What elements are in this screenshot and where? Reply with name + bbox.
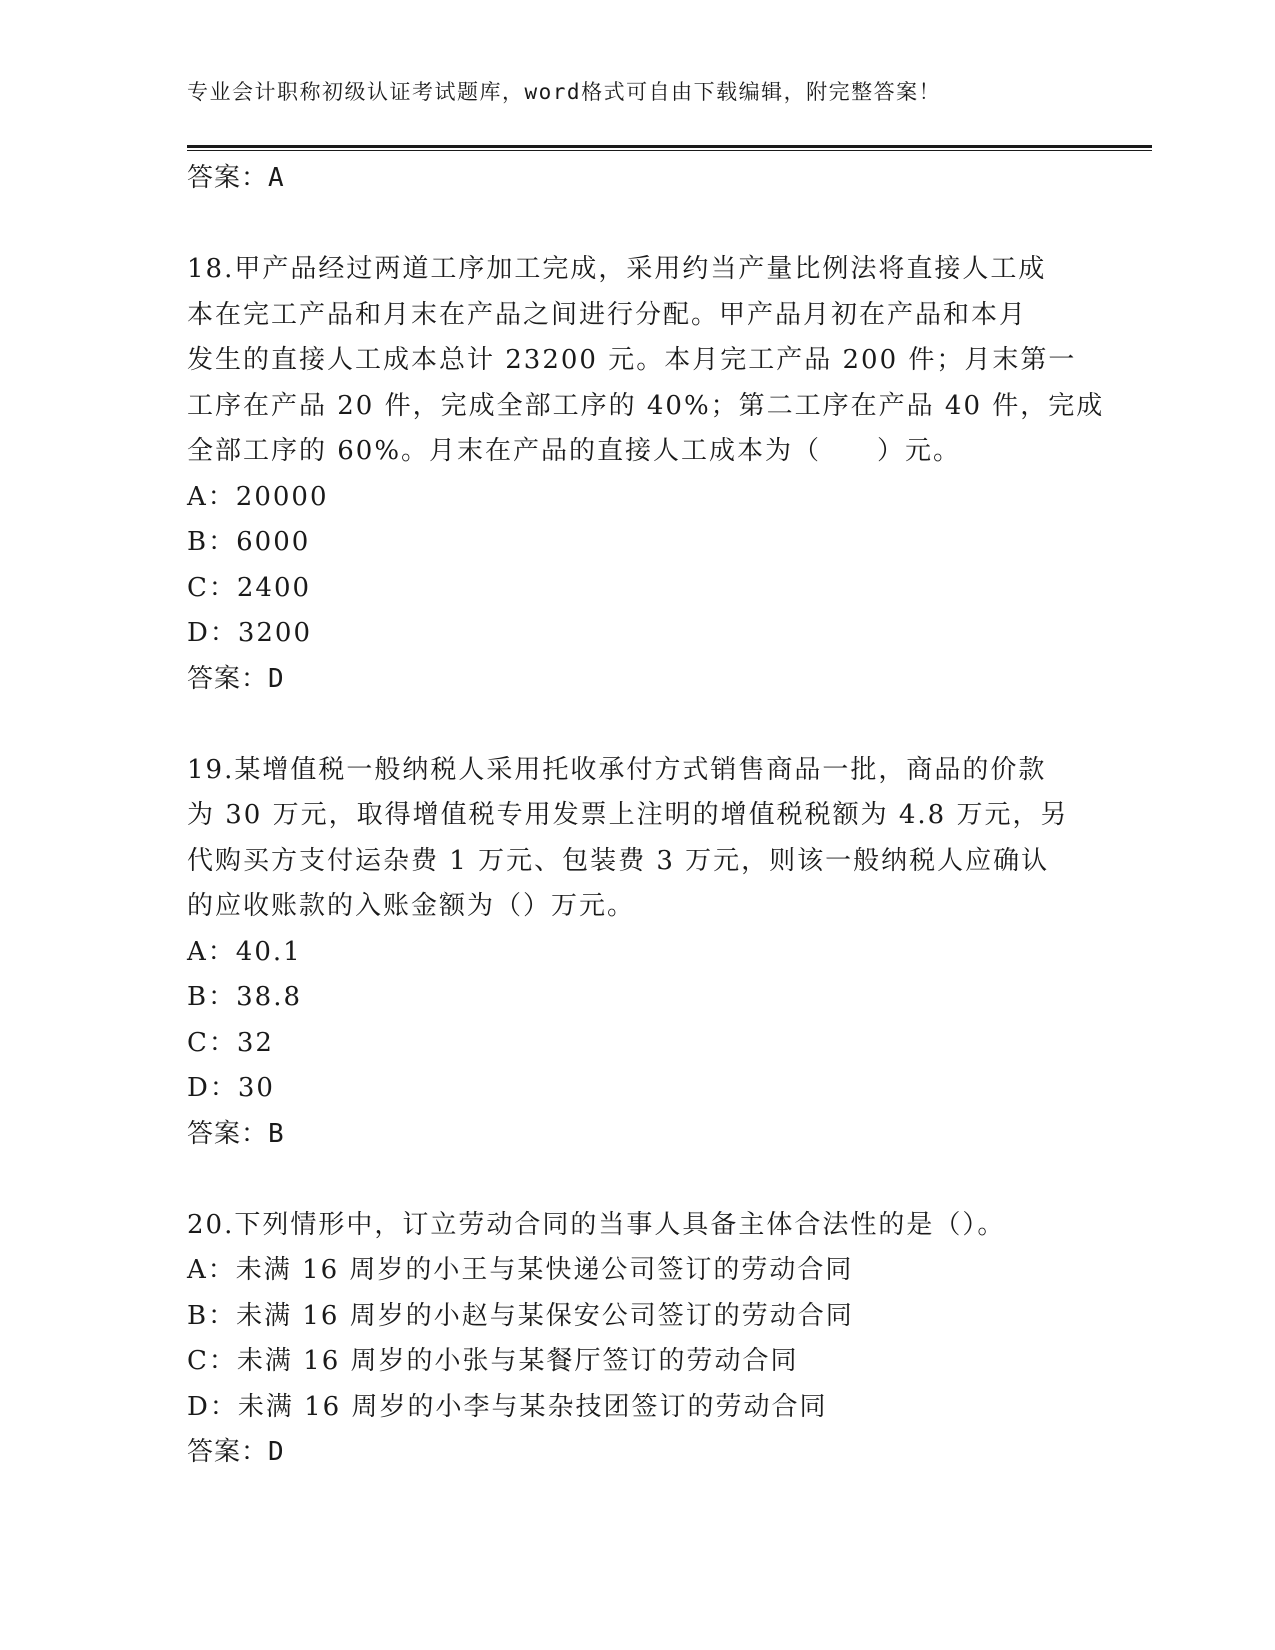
option-c: C：2400	[187, 572, 312, 603]
option-a: A：40.1	[187, 936, 302, 967]
question-text-line: 代购买方支付运杂费 1 万元、包装费 3 万元，则该一般纳税人应确认	[187, 845, 1050, 876]
option-a: A：未满 16 周岁的小王与某快递公司签订的劳动合同	[187, 1255, 854, 1285]
answer-line: 答案：D	[187, 1437, 285, 1467]
question-text-line: 18.甲产品经过两道工序加工完成，采用约当产量比例法将直接人工成	[187, 254, 1047, 284]
question-19	[187, 748, 1087, 1158]
question-text-line: 工序在产品 20 件，完成全部工序的 40%；第二工序在产品 40 件，完成	[187, 390, 1105, 421]
option-b: B：未满 16 周岁的小赵与某保安公司签订的劳动合同	[187, 1300, 854, 1331]
spacer	[187, 202, 1087, 248]
option-c: C：未满 16 周岁的小张与某餐厅签订的劳动合同	[187, 1346, 799, 1376]
question-text-line: 本在完工产品和月末在产品之间进行分配。甲产品月初在产品和本月	[187, 299, 1028, 330]
question-18	[187, 247, 1105, 702]
document-body	[187, 156, 1105, 1476]
spacer	[187, 1157, 1087, 1203]
question-text-line: 发生的直接人工成本总计 23200 元。本月完工产品 200 件；月末第一	[187, 345, 1077, 375]
answer-line: 答案：D	[187, 663, 285, 694]
option-b: B：6000	[187, 527, 311, 557]
question-text-line: 20.下列情形中，订立劳动合同的当事人具备主体合法性的是（）。	[187, 1209, 1006, 1240]
option-d: D：30	[187, 1073, 275, 1103]
question-text-line: 的应收账款的入账金额为（）万元。	[187, 891, 636, 921]
question-20	[187, 1203, 1087, 1476]
question-text-line: 为 30 万元，取得增值税专用发票上注明的增值税税额为 4.8 万元，另	[187, 800, 1069, 830]
question-text-line: 全部工序的 60%。月末在产品的直接人工成本为（ ）元。	[187, 436, 962, 466]
previous-answer: 答案：A	[187, 163, 285, 193]
option-d: D：3200	[187, 618, 313, 648]
spacer	[187, 702, 1087, 748]
option-a: A：20000	[187, 481, 329, 512]
header-divider-thin	[187, 150, 1152, 151]
question-text-line: 19.某增值税一般纳税人采用托收承付方式销售商品一批，商品的价款	[187, 754, 1047, 785]
option-c: C：32	[187, 1027, 274, 1058]
option-b: B：38.8	[187, 982, 302, 1012]
header-divider-thick	[187, 145, 1152, 148]
page-header: 专业会计职称初级认证考试题库，word格式可自由下载编辑，附完整答案！	[187, 80, 942, 104]
answer-line: 答案：B	[187, 1118, 285, 1149]
option-d: D：未满 16 周岁的小李与某杂技团签订的劳动合同	[187, 1391, 828, 1422]
